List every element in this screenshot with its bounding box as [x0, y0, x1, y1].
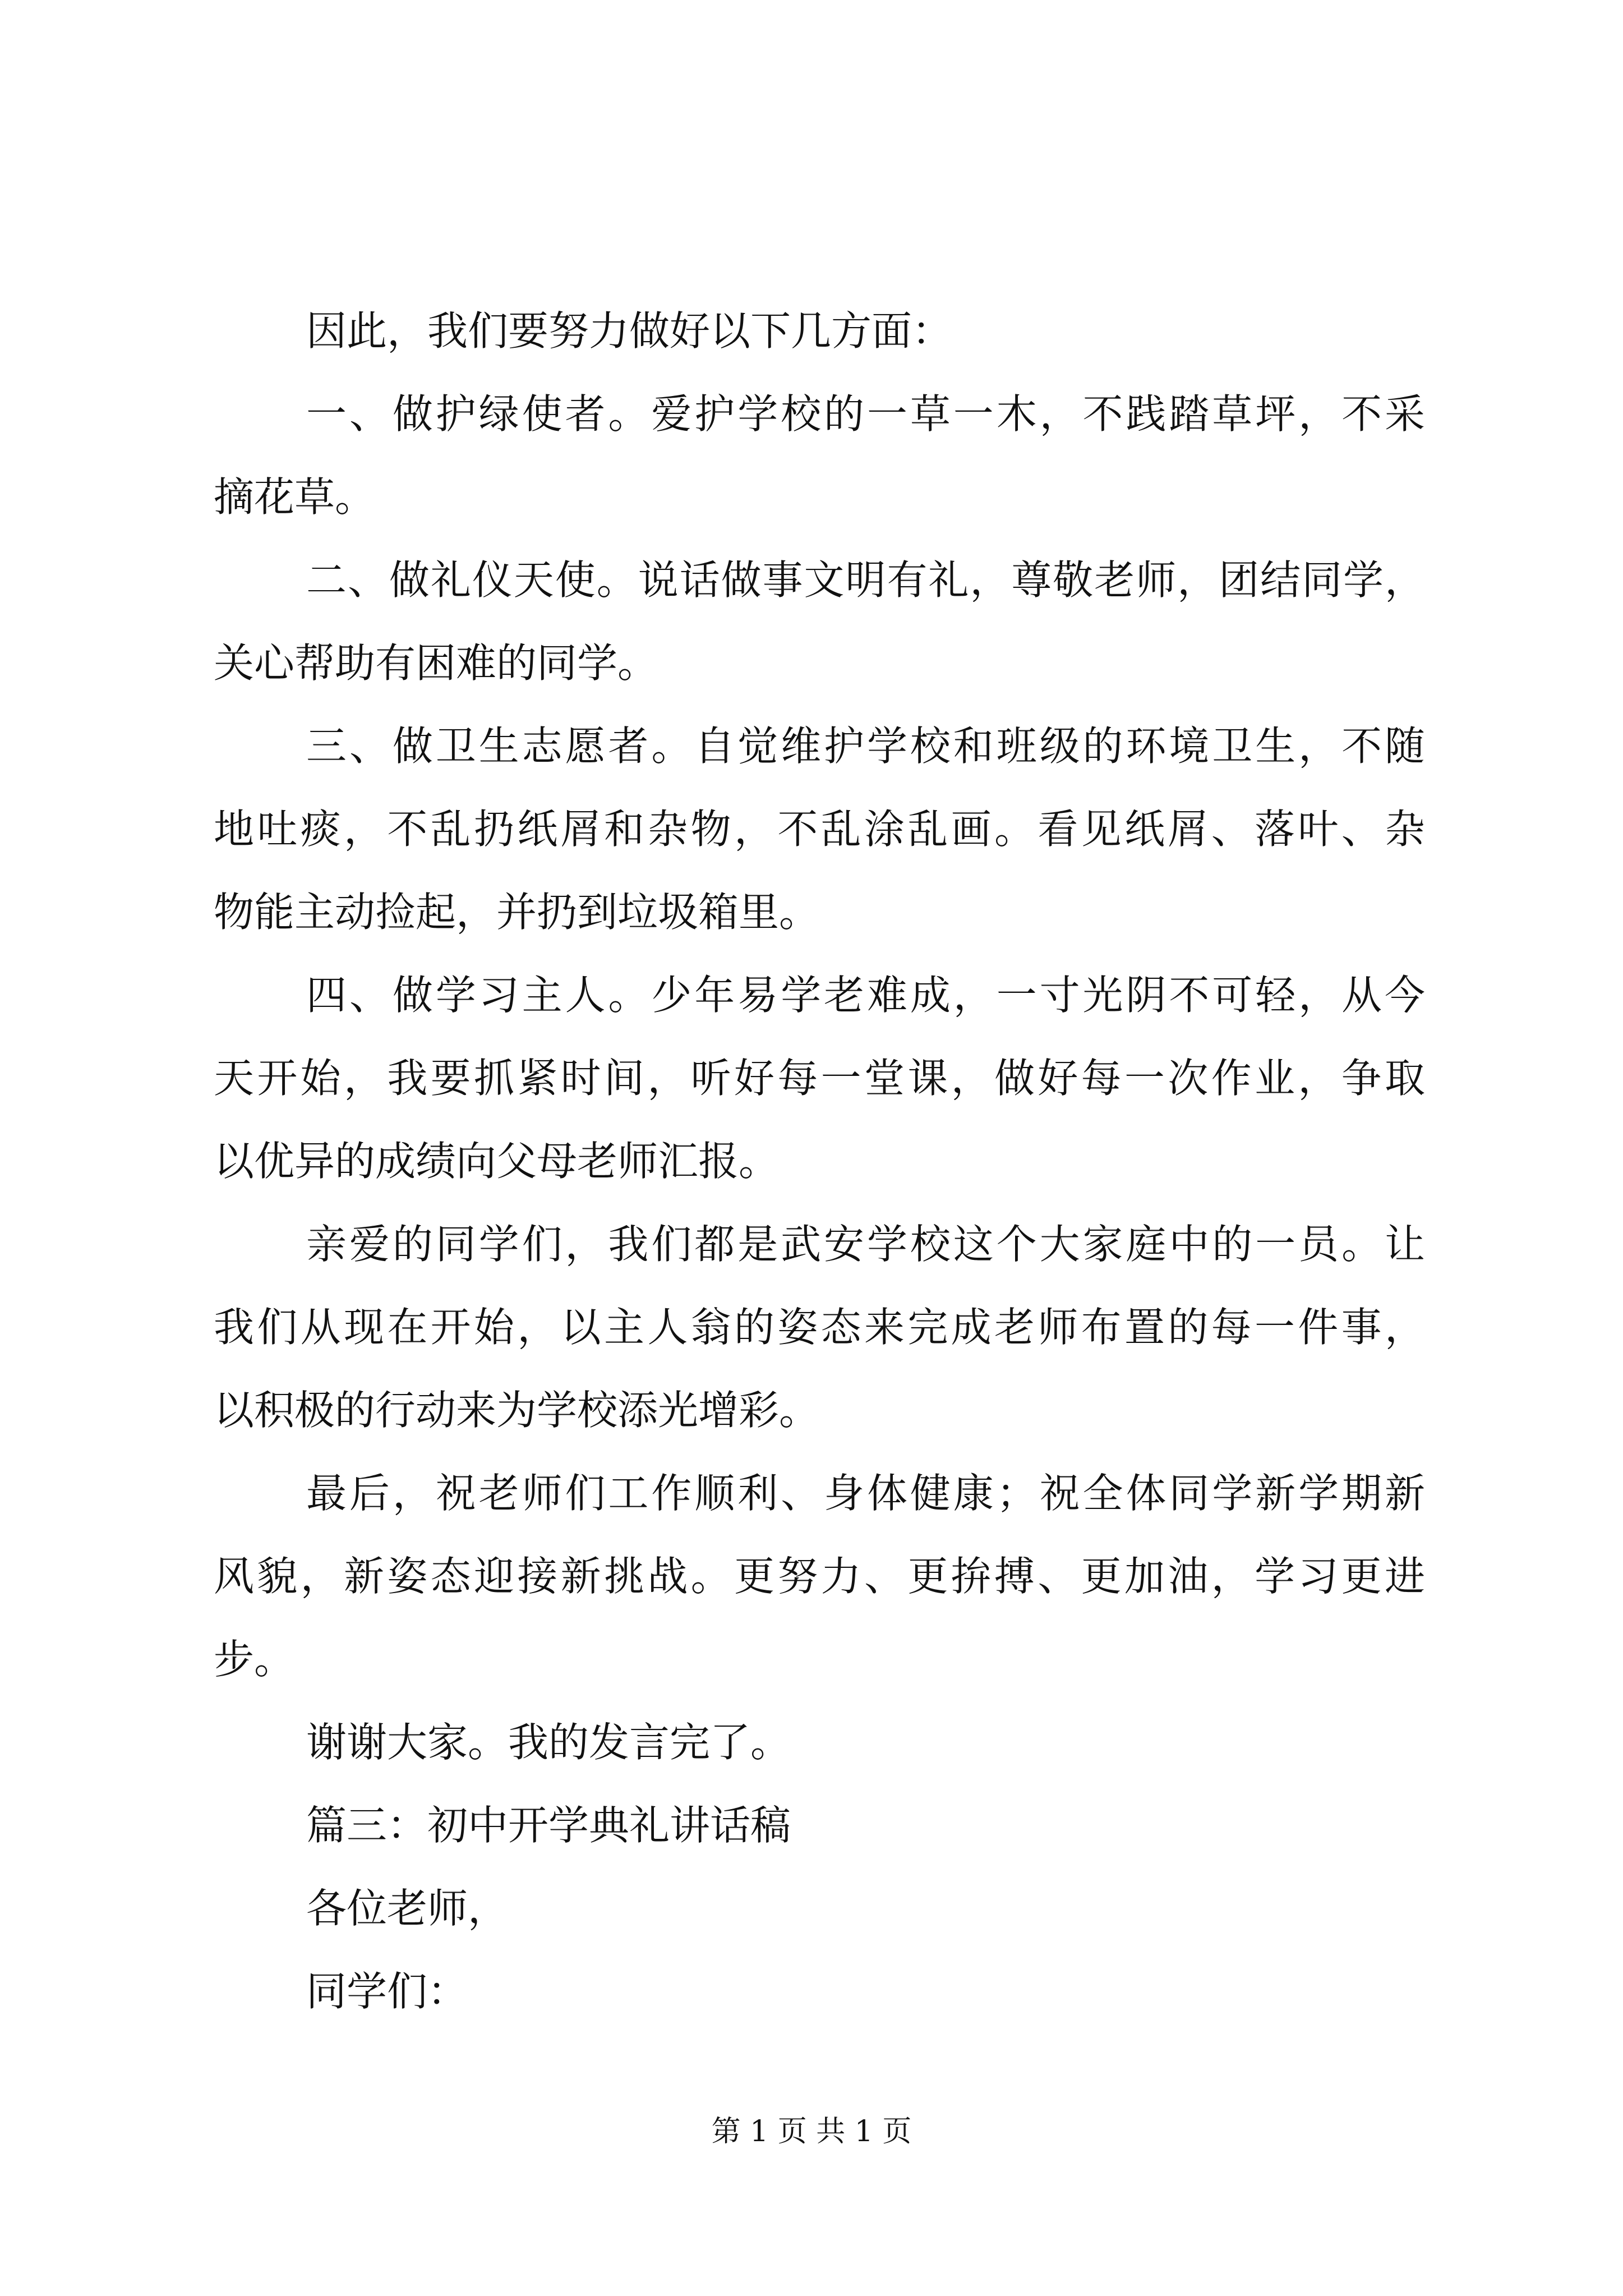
paragraph-2-line-1: 二、做礼仪天使。说话做事文明有礼，尊敬老师，团结同学， [306, 556, 1425, 604]
paragraph-2-line-2: 关心帮助有困难的同学。 [214, 639, 658, 687]
paragraph-6-line-2: 风貌，新姿态迎接新挑战。更努力、更拚搏、更加油，学习更进 [214, 1553, 1425, 1600]
page-number-footer: 第 1 页 共 1 页 [711, 2115, 912, 2148]
paragraph-6-line-3: 步。 [214, 1636, 295, 1683]
paragraph-3-line-2: 地吐痰，不乱扔纸屑和杂物，不乱涂乱画。看见纸屑、落叶、杂 [214, 806, 1425, 853]
paragraph-5-line-1: 亲爱的同学们，我们都是武安学校这个大家庭中的一员。让 [306, 1221, 1425, 1268]
paragraph-1-line-2: 摘花草。 [214, 473, 376, 521]
section-heading: 篇三：初中开学典礼讲话稿 [306, 1802, 791, 1849]
paragraph-3-line-3: 物能主动捡起，并扔到垃圾箱里。 [214, 889, 820, 936]
salutation-students: 同学们： [306, 1968, 468, 2015]
paragraph-1-line-1: 一、做护绿使者。爱护学校的一草一木，不践踏草坪，不采 [306, 390, 1425, 438]
paragraph-intro: 因此，我们要努力做好以下几方面： [306, 307, 953, 355]
paragraph-3-line-1: 三、做卫生志愿者。自觉维护学校和班级的环境卫生，不随 [306, 723, 1425, 770]
paragraph-4-line-1: 四、做学习主人。少年易学老难成，一寸光阴不可轻，从今 [306, 972, 1425, 1019]
paragraph-4-line-2: 天开始，我要抓紧时间，听好每一堂课，做好每一次作业，争取 [214, 1055, 1425, 1102]
paragraph-5-line-2: 我们从现在开始，以主人翁的姿态来完成老师布置的每一件事， [214, 1304, 1425, 1351]
paragraph-thanks: 谢谢大家。我的发言完了。 [306, 1719, 791, 1766]
paragraph-4-line-3: 以优异的成绩向父母老师汇报。 [214, 1138, 780, 1185]
paragraph-5-line-3: 以积极的行动来为学校添光增彩。 [214, 1387, 820, 1434]
salutation-teachers: 各位老师， [306, 1885, 509, 1932]
paragraph-6-line-1: 最后，祝老师们工作顺利、身体健康；祝全体同学新学期新 [306, 1470, 1425, 1517]
